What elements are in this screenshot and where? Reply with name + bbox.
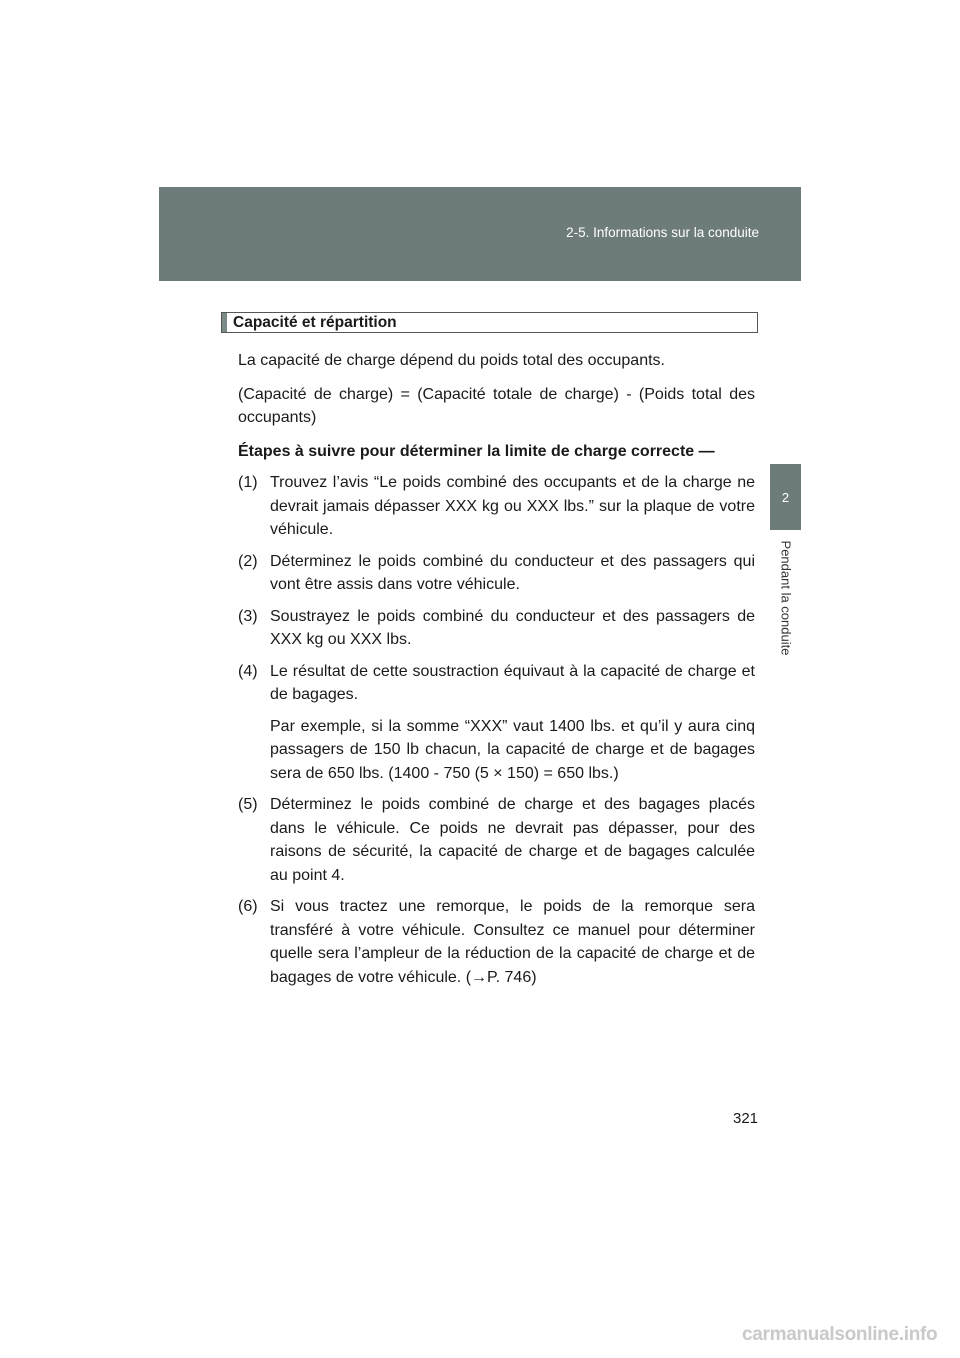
section-title: Capacité et répartition xyxy=(233,314,397,331)
step-item xyxy=(238,605,755,652)
chapter-side-label: Pendant la conduite xyxy=(778,540,794,656)
page-number: 321 xyxy=(733,1110,759,1127)
step-item xyxy=(238,660,755,707)
step-text: Le résultat de cette soustraction équivaut à la capacité de charge et de bagages. xyxy=(270,662,755,703)
step-number: (6) xyxy=(238,898,258,915)
step-text: Déterminez le poids combiné de charge et des bagages placés dans le véhicule. Ce poids ne devrait pas dépasser, pour des raisons de sécurité, la capacité de charge et de bagages calculée au point 4. xyxy=(270,796,755,884)
step-number: (3) xyxy=(238,607,258,625)
step-number: (4) xyxy=(238,662,258,680)
body-content xyxy=(238,349,755,997)
chapter-section-title: 2-5. Informations sur la conduite xyxy=(566,225,759,240)
step-text: Déterminez le poids combiné du conducteur et des passagers qui vont être assis dans votre véhicule. xyxy=(270,552,755,593)
chapter-header-band xyxy=(159,187,801,281)
chapter-side-tab xyxy=(770,464,801,530)
paragraph-capacity: La capacité de charge dépend du poids total des occupants. xyxy=(238,352,665,369)
step-item xyxy=(238,550,755,597)
section-title-box xyxy=(221,312,758,333)
step-item xyxy=(238,793,755,887)
example-paragraph: Par exemple, si la somme “XXX” vaut 1400 lbs. et qu’il y aura cinq passagers de 150 lb chacun, la capacité de charge et de bagages sera de 650 lbs. (1400 - 750 (5 × 150) = 650 lbs.) xyxy=(270,717,755,782)
paragraph-formula: (Capacité de charge) = (Capacité totale de charge) - (Poids total des occupants) xyxy=(238,385,755,426)
step-text: Soustrayez le poids combiné du conducteur et des passagers de XXX kg ou XXX lbs. xyxy=(270,607,755,648)
step-number: (2) xyxy=(238,552,258,570)
watermark-logo: carmanualsonline.info xyxy=(742,1324,938,1345)
chapter-number: 2 xyxy=(781,490,790,505)
step-text: Si vous tractez une remorque, le poids de la remorque sera transféré à votre véhicule. Consultez ce manuel pour déterminer quelle sera l’ampleur de la réduction de la capacité de charge et de bagages de votre véhicule. (→P. 746) xyxy=(270,898,755,986)
step-item xyxy=(238,895,755,989)
step-item xyxy=(238,471,755,542)
step-number: (5) xyxy=(238,796,258,813)
section-title-accent-bar xyxy=(222,313,227,332)
steps-heading: Étapes à suivre pour déterminer la limite de charge correcte — xyxy=(238,442,715,460)
step-text: Trouvez l’avis “Le poids combiné des occupants et de la charge ne devrait jamais dépasser XXX kg ou XXX lbs.” sur la plaque de votre véhicule. xyxy=(270,474,755,538)
step-number: (1) xyxy=(238,474,258,491)
